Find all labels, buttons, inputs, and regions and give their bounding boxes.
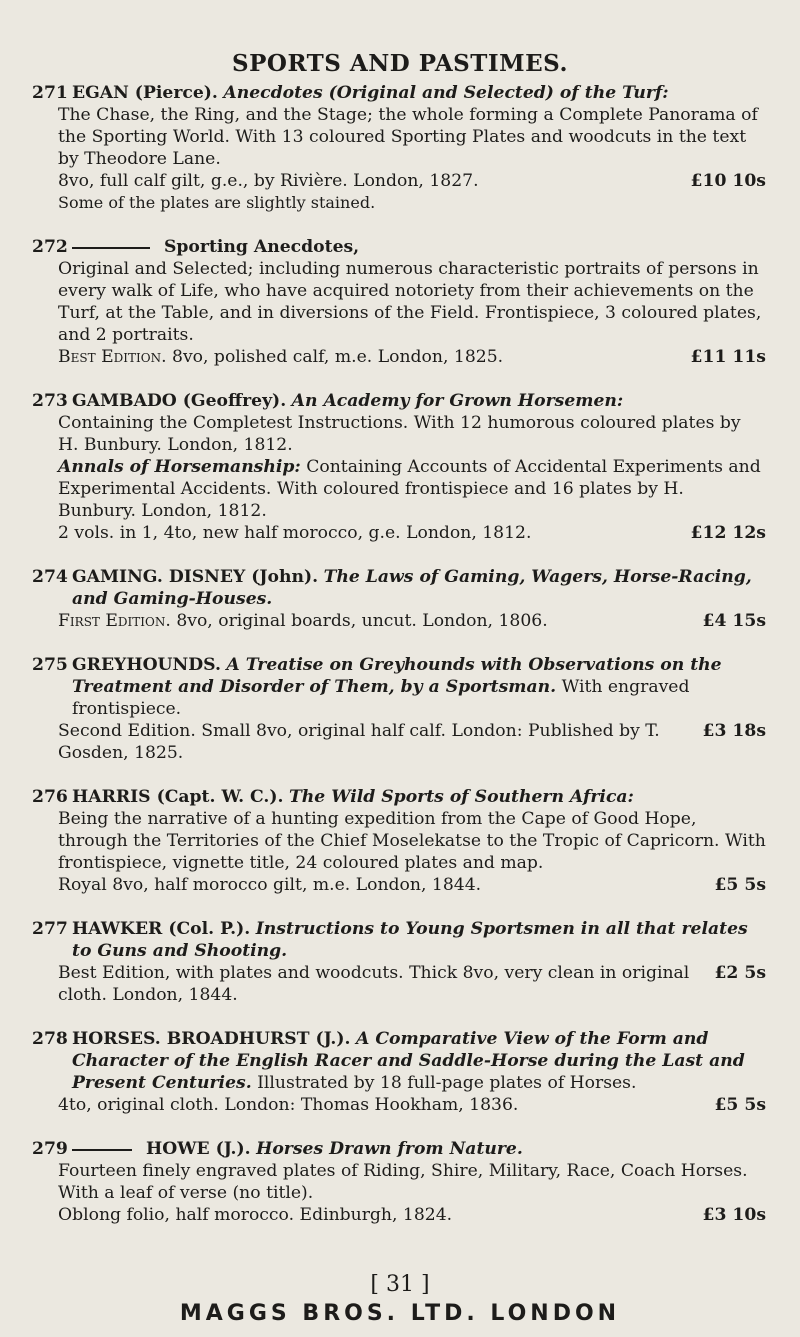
lot-description: Fourteen finely engraved plates of Riding, Shire, Military, Race, Coach Horses. With a leaf of verse (no title). [58, 1161, 748, 1203]
catalogue-entry-273 [32, 390, 766, 544]
lot-second-title: Annals of Horsemanship: [58, 457, 301, 477]
catalogue-entry-272 [32, 236, 766, 368]
catalogue-entry-274 [32, 566, 766, 632]
page-heading: SPORTS AND PASTIMES. [232, 50, 568, 77]
lot-price: £11 11s [690, 347, 766, 367]
catalogue-entry-271 [32, 82, 766, 214]
lot-imprint: 8vo, full calf gilt, g.e., by Rivière. London, 1827. [58, 171, 479, 191]
lot-author: EGAN (Pierce). [72, 83, 218, 103]
lot-description: Being the narrative of a hunting expedition from the Cape of Good Hope, through the Territories of the Chief Moselekatse to the Tropic of Capricorn. With frontispiece, vignette title, 24 coloured plates and map. [58, 809, 766, 873]
lot-title: A Comparative View of the Form and Character of the English Racer and Saddle-Horse during the Last and Present Centuries. [72, 1029, 745, 1093]
lot-imprint: 4to, original cloth. London: Thomas Hookham, 1836. [58, 1095, 519, 1115]
lot-title: Instructions to Young Sportsmen in all that relates to Guns and Shooting. [72, 919, 748, 961]
lot-number: 274 [32, 567, 68, 587]
lot-imprint: 2 vols. in 1, 4to, new half morocco, g.e. London, 1812. [58, 523, 532, 543]
lot-imprint: 8vo, original boards, uncut. London, 1806. [176, 611, 548, 631]
lot-imprint: Oblong folio, half morocco. Edinburgh, 1824. [58, 1205, 453, 1225]
lot-price: £5 5s [714, 1095, 766, 1115]
catalogue-entry-279 [32, 1138, 766, 1226]
lot-edition: First Edition. [58, 611, 171, 631]
catalogue-entries [32, 82, 766, 1248]
lot-author: HOWE (J.). [146, 1139, 251, 1159]
lot-price: £12 12s [690, 523, 766, 543]
lot-title: A Treatise on Greyhounds with Observations on the Treatment and Disorder of Them, by a Sportsman. [72, 655, 722, 697]
lot-author: GAMING. DISNEY (John). [72, 567, 319, 587]
lot-edition: Best Edition. [58, 347, 167, 367]
lot-description: The Chase, the Ring, and the Stage; the whole forming a Complete Panorama of the Sporting World. With 13 coloured Sporting Plates and woodcuts in the text by Theodore Lane. [58, 105, 758, 169]
lot-title: Sporting Anecdotes, [164, 237, 360, 257]
lot-imprint: Royal 8vo, half morocco gilt, m.e. London, 1844. [58, 875, 482, 895]
lot-number: 271 [32, 83, 68, 103]
lot-author: HORSES. BROADHURST (J.). [72, 1029, 351, 1049]
lot-second-description: Containing Accounts of Accidental Experiments and Experimental Accidents. With coloured frontispiece and 16 plates by H. Bunbury. London, 1812. [58, 457, 761, 521]
lot-author: GAMBADO (Geoffrey). [72, 391, 287, 411]
lot-note: Some of the plates are slightly stained. [58, 193, 376, 212]
lot-number: 275 [32, 655, 68, 675]
lot-title: The Laws of Gaming, Wagers, Horse-Racing, and Gaming-Houses. [72, 567, 752, 609]
lot-price: £2 5s [714, 963, 766, 983]
lot-number: 273 [32, 391, 68, 411]
lot-author: HARRIS (Capt. W. C.). [72, 787, 284, 807]
lot-number: 272 [32, 237, 68, 257]
lot-title: Anecdotes (Original and Selected) of the Turf: [223, 83, 669, 103]
lot-price: £5 5s [714, 875, 766, 895]
lot-author: GREYHOUNDS. [72, 655, 221, 675]
lot-number: 277 [32, 919, 68, 939]
lot-description: With engraved frontispiece. [72, 677, 690, 719]
lot-imprint: 8vo, polished calf, m.e. London, 1825. [172, 347, 504, 367]
lot-title: Horses Drawn from Nature. [256, 1139, 523, 1159]
page-footer [0, 1272, 800, 1326]
lot-number: 276 [32, 787, 68, 807]
lot-price: £10 10s [690, 171, 766, 191]
lot-imprint: Best Edition, with plates and woodcuts. Thick 8vo, very clean in original cloth. London, 1844. [58, 963, 690, 1005]
ditto-dash [72, 1149, 132, 1151]
publisher-imprint: MAGGS BROS. LTD. LONDON [179, 1301, 621, 1326]
catalogue-entry-277 [32, 918, 766, 1006]
ditto-dash [72, 247, 150, 249]
lot-price: £3 10s [702, 1205, 766, 1225]
catalogue-entry-278 [32, 1028, 766, 1116]
lot-description: Original and Selected; including numerous characteristic portraits of persons in every walk of Life, who have acquired notoriety from their achievements on the Turf, at the Table, and in diversions of the Field. Frontispiece, 3 coloured plates, and 2 portraits. [58, 259, 762, 345]
page-number: [ 31 ] [370, 1272, 430, 1297]
lot-price: £3 18s [702, 721, 766, 741]
catalogue-entry-275 [32, 654, 766, 764]
lot-description: Illustrated by 18 full-page plates of Horses. [257, 1073, 637, 1093]
lot-number: 279 [32, 1139, 68, 1159]
lot-author: HAWKER (Col. P.). [72, 919, 251, 939]
lot-imprint: Second Edition. Small 8vo, original half calf. London: Published by T. Gosden, 1825. [58, 721, 660, 763]
lot-title: An Academy for Grown Horsemen: [291, 391, 624, 411]
lot-number: 278 [32, 1029, 68, 1049]
lot-description: Containing the Completest Instructions. With 12 humorous coloured plates by H. Bunbury. London, 1812. [58, 413, 741, 455]
lot-title: The Wild Sports of Southern Africa: [289, 787, 634, 807]
catalogue-entry-276 [32, 786, 766, 896]
lot-price: £4 15s [702, 611, 766, 631]
